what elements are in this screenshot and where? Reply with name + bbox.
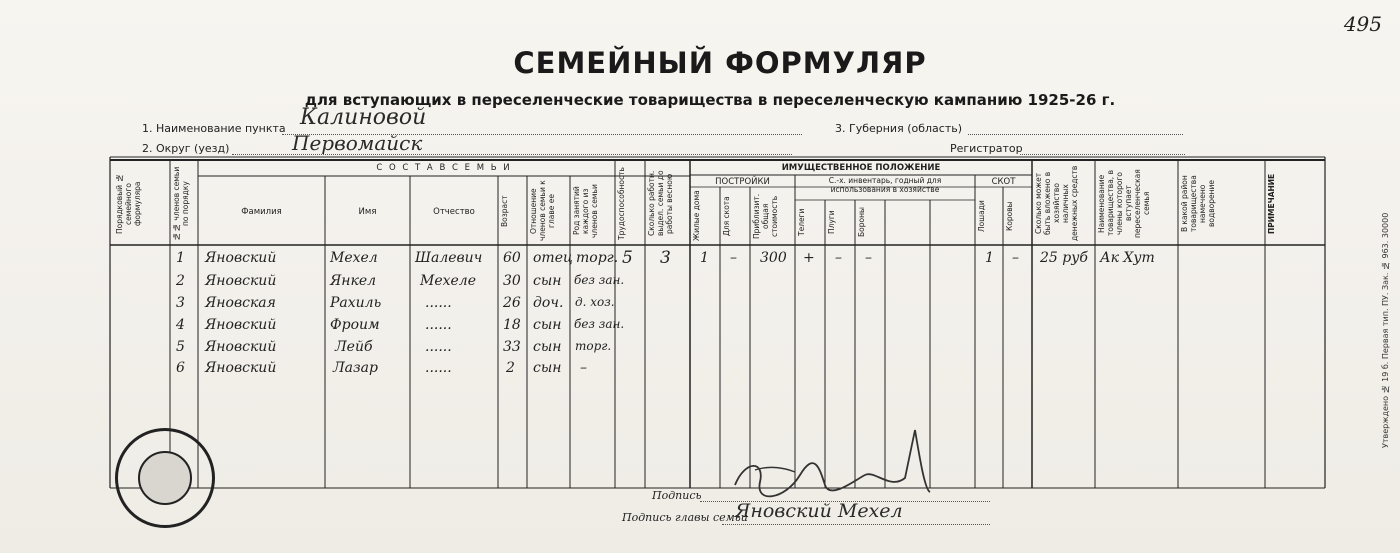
signature-label: Подпись	[652, 489, 702, 502]
row1-ploughs: –	[835, 250, 842, 266]
row4-age: 18	[503, 317, 521, 333]
row1-funds: 25 руб	[1040, 250, 1088, 266]
col-patronymic: Отчество	[433, 207, 475, 217]
row1-shed: –	[730, 250, 737, 266]
row6-age: 2	[506, 360, 515, 376]
document-subtitle: для вступающих в переселенческие товарищества в переселенческую кампанию 1925-26 г.	[304, 91, 1116, 109]
row5-occupation: торг.	[575, 339, 612, 353]
row1-relation: отец	[533, 250, 573, 266]
col-age: Возраст	[500, 195, 509, 227]
property-group-header: ИМУЩЕСТВЕННОЕ ПОЛОЖЕНИЕ	[781, 163, 941, 173]
district-label: 2. Округ (уезд)	[142, 142, 230, 155]
col-seq: Порядковый № семейного формуляра	[115, 173, 142, 235]
col-workers: Сколько работн. выдел. семьи до работы весною	[647, 170, 674, 237]
col-carts: Телеги	[797, 208, 806, 237]
col-partnership: Наименование товарищества, в члены которого вступает переселенческая семья	[1097, 169, 1151, 238]
head-signature-line	[722, 523, 990, 525]
row5-name: Лейб	[335, 339, 373, 355]
row6-occupation: –	[580, 360, 587, 376]
col-ploughs: Плуги	[827, 210, 836, 235]
row1-workers: 3	[660, 248, 671, 268]
row2-age: 30	[503, 273, 521, 289]
row5-relation: сын	[533, 339, 562, 355]
row2-no: 2	[176, 273, 185, 289]
col-surname: Фамилия	[241, 207, 282, 217]
col-member-no: №№ членов семьи по порядку	[172, 166, 190, 242]
registrar-label: Регистратор	[950, 142, 1023, 155]
col-horses: Лошади	[977, 200, 986, 232]
col-cows: Коровы	[1005, 201, 1014, 231]
col-occupation: Род занятий каждого из членов семьи	[572, 184, 599, 238]
row4-no: 4	[176, 317, 185, 333]
district-value: Первомайск	[292, 131, 423, 155]
row6-patronymic: ......	[425, 360, 452, 376]
row1-horses: 1	[985, 250, 994, 266]
col-harrows: Бороны	[857, 207, 866, 238]
col-remarks: ПРИМЕЧАНИЕ	[1267, 173, 1276, 234]
document-title: СЕМЕЙНЫЙ ФОРМУЛЯР	[513, 46, 927, 80]
livestock-group-header: СКОТ	[991, 177, 1016, 187]
row2-occupation: без зан.	[574, 273, 625, 287]
row5-patronymic: ......	[425, 339, 452, 355]
row2-name: Янкел	[330, 273, 377, 289]
row5-age: 33	[503, 339, 521, 355]
col-house: Жилые дома	[692, 190, 701, 242]
row4-occupation: без зан.	[574, 317, 625, 331]
col-funds: Сколько может быть вложено в хозяйство наличных денежных средств	[1034, 165, 1079, 242]
row1-no: 1	[176, 250, 185, 266]
row1-harrows: –	[865, 250, 872, 266]
row4-surname: Яновский	[205, 317, 277, 333]
print-run-note: Утверждено № 19 б. Первая тип. ПУ. Зак. № 963. 30000	[1381, 212, 1390, 448]
row2-patronymic: Мехеле	[420, 273, 476, 289]
archive-page-number: 495	[1343, 12, 1382, 36]
row3-occupation: д. хоз.	[575, 295, 615, 309]
row3-age: 26	[503, 295, 521, 311]
signature-scribble	[725, 420, 955, 510]
col-approx-value: Приблизит. общая стоимость	[752, 193, 779, 239]
row1-partnership: Ак Хут	[1100, 250, 1155, 266]
row1-value: 300	[760, 250, 787, 266]
row1-patronymic: Шалевич	[415, 250, 483, 266]
col-cattle-shed: Для скота	[722, 196, 731, 236]
row6-relation: сын	[533, 360, 562, 376]
row4-relation: сын	[533, 317, 562, 333]
inventory-group-header: С.-х. инвентарь, годный для использования в хозяйстве	[828, 176, 942, 194]
row1-house: 1	[700, 250, 709, 266]
col-name: Имя	[358, 207, 377, 217]
row2-surname: Яновский	[205, 273, 277, 289]
row6-surname: Яновский	[205, 360, 277, 376]
row1-age: 60	[503, 250, 521, 266]
row4-name: Фроим	[330, 317, 380, 333]
col-work-ability: Трудоспособность	[617, 167, 626, 240]
row6-no: 6	[176, 360, 185, 376]
official-seal	[115, 428, 215, 528]
head-signature-label: Подпись главы семьи	[622, 511, 748, 524]
row1-name: Мехел	[330, 250, 378, 266]
row3-no: 3	[176, 295, 185, 311]
governorate-label: 3. Губерния (область)	[835, 122, 963, 135]
point-label: 1. Наименование пункта	[142, 122, 286, 135]
row3-patronymic: ......	[425, 295, 452, 311]
row1-cows: –	[1012, 250, 1019, 266]
col-relation: Отношение членов семьи к главе ее	[529, 180, 556, 242]
family-group-header: С О С Т А В С Е М Ь И	[376, 163, 512, 173]
row1-surname: Яновский	[205, 250, 277, 266]
row4-patronymic: ......	[425, 317, 452, 333]
row5-no: 5	[176, 339, 185, 355]
row3-surname: Яновская	[205, 295, 276, 311]
col-region: В какой район товарищества намечено водворение	[1180, 175, 1216, 232]
point-value: Калиновой	[300, 105, 427, 130]
row1-carts: +	[803, 250, 815, 266]
row3-relation: доч.	[533, 295, 564, 311]
row1-work-ability: 5	[622, 248, 633, 268]
row2-relation: сын	[533, 273, 562, 289]
head-signature-value: Яновский Мехел	[735, 500, 903, 522]
row6-name: Лазар	[333, 360, 378, 376]
seal-center	[138, 451, 192, 505]
buildings-group-header: ПОСТРОЙКИ	[715, 177, 770, 187]
row3-name: Рахиль	[330, 295, 382, 311]
row5-surname: Яновский	[205, 339, 277, 355]
row1-occupation: торг.	[576, 250, 619, 266]
